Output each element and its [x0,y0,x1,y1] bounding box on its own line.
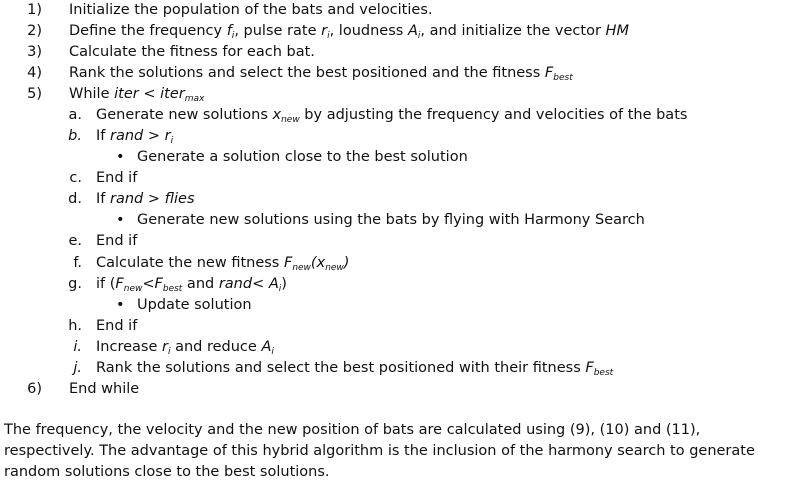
substep-marker: e. [68,233,82,249]
substep-text: End if [96,233,138,249]
substep-text: Generate new solutions $x_{new}$ by adjusting the frequency and velocities of the bats [96,107,688,125]
bullet-text: Generate a solution close to the best solution [137,149,468,165]
bullet-text: Update solution [137,297,252,313]
substep-marker: b. [68,128,82,144]
substep-marker: j. [73,360,82,376]
substep-marker: g. [68,276,82,292]
substep-text: Calculate the new fitness $F_{new}(x_{new})$ [96,255,350,273]
substep-marker: a. [68,107,82,123]
description-paragraph: The frequency, the velocity and the new position of bats are calculated using (9), (10) and (11), respectively. The advantage of this hybrid algorithm is the inclusion of the harmony search to generate random solutions close to the best solutions. [4,422,755,480]
step-text: Initialize the population of the bats and velocities. [69,2,433,18]
step-text: While iter < iter$_{max}$ [69,86,205,104]
bullet-icon: • [116,297,125,313]
step-text: End while [69,381,140,397]
bullet-icon: • [116,212,125,228]
substep-marker: h. [68,318,82,334]
substep-text: If rand > $r_i$ [96,128,174,146]
step-text: Rank the solutions and select the best positioned and the fitness $F_{best}$ [69,65,573,83]
step-number: 4) [27,65,42,81]
step-text: Calculate the fitness for each bat. [69,44,315,60]
step-number: 5) [27,86,42,102]
step-number: 2) [27,23,42,39]
step-number: 3) [27,44,42,60]
substep-marker: f. [73,255,82,271]
substep-text: if ($F_{new}<F_{best}$ and rand< $A_i$) [96,276,287,294]
substep-text: If rand > flies [96,191,195,207]
substep-text: End if [96,318,138,334]
bullet-text: Generate new solutions using the bats by flying with Harmony Search [137,212,645,228]
step-number: 1) [27,2,42,18]
step-text: Define the frequency $f_i$, pulse rate $r_i$, loudness $A_i$, and initialize the vector HM [69,23,629,41]
substep-marker: i. [73,339,82,355]
substep-marker: c. [69,170,82,186]
substep-text: End if [96,170,138,186]
step-number: 6) [27,381,42,397]
substep-marker: d. [68,191,82,207]
bullet-icon: • [116,149,125,165]
substep-text: Increase $r_i$ and reduce $A_i$ [96,339,274,357]
substep-text: Rank the solutions and select the best positioned with their fitness $F_{best}$ [96,360,614,378]
